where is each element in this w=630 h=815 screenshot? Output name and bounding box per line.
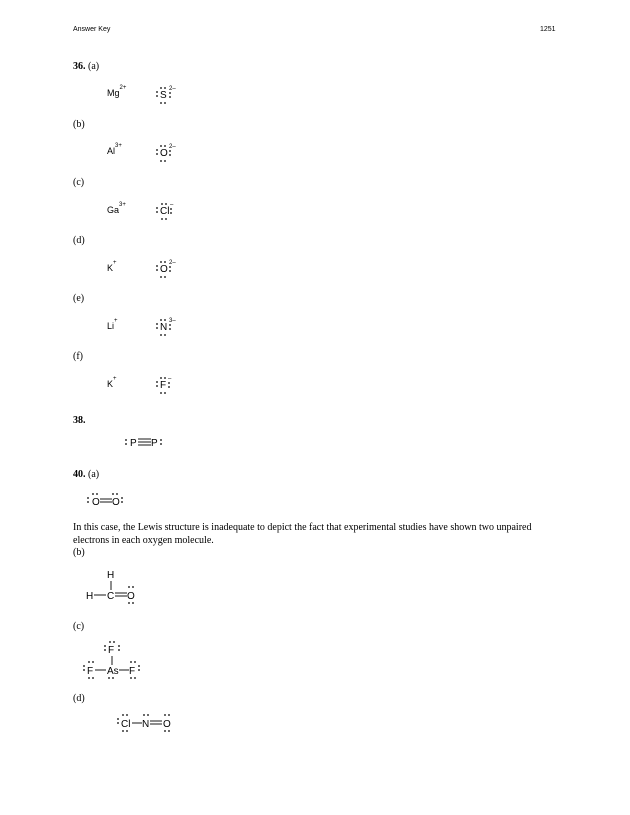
part-letter: (f) [73, 351, 83, 362]
svg-text:O: O [92, 497, 100, 508]
cation-label: K+ [107, 260, 117, 273]
svg-text:C: C [107, 591, 115, 602]
part-letter: (a) [88, 469, 100, 480]
cation-label: Li+ [107, 318, 118, 331]
svg-text:As: As [107, 666, 119, 677]
svg-text:O: O [160, 264, 168, 275]
svg-text:H: H [86, 591, 94, 602]
question-number: 40. [73, 469, 86, 480]
explanation-paragraph: In this case, the Lewis structure is inadequate to depict the fact that experimental studies have shown two unpaired electrons in each oxygen molecule. [73, 522, 532, 546]
svg-text:F: F [129, 666, 136, 677]
svg-text:F: F [160, 380, 167, 391]
svg-text:O: O [127, 591, 135, 602]
svg-text:–: – [170, 202, 174, 208]
page-number: 1251 [540, 26, 556, 33]
svg-text:2–: 2– [169, 260, 176, 266]
svg-text:N: N [160, 322, 168, 333]
part-letter: (c) [73, 177, 85, 188]
svg-text:F: F [87, 666, 94, 677]
svg-text:3–: 3– [169, 318, 176, 324]
svg-text:–: – [168, 376, 172, 382]
svg-text:O: O [160, 148, 168, 159]
cation-label: $Ga^{3+}$ [107, 202, 126, 215]
svg-text:S: S [160, 90, 167, 101]
question-number: 38. [73, 415, 86, 426]
svg-text:O: O [112, 497, 120, 508]
svg-text:N: N [142, 719, 150, 730]
running-header-title: Answer Key [73, 26, 111, 33]
part-letter: (d) [73, 693, 85, 704]
part-letter: (b) [73, 547, 85, 558]
clno-lewis-structure [117, 714, 171, 732]
part-letter: (d) [73, 235, 85, 246]
cation-label: $Al^{3+}$ [107, 143, 122, 156]
svg-text:H: H [107, 570, 115, 581]
cation-label: K+ [107, 376, 117, 389]
svg-text:Cl: Cl [121, 719, 131, 730]
cation-label: $Mg^{2+}$ [107, 85, 127, 98]
part-letter: (b) [73, 119, 85, 130]
part-letter: (e) [73, 293, 85, 304]
svg-text:2–: 2– [169, 144, 176, 150]
svg-text:P: P [151, 438, 158, 449]
part-letter: (c) [73, 621, 85, 632]
svg-text:O: O [163, 719, 171, 730]
question-number: 36. [73, 61, 86, 72]
svg-text:P: P [130, 438, 137, 449]
part-letter: (a) [88, 61, 100, 72]
svg-text:Cl: Cl [160, 206, 170, 217]
svg-text:2–: 2– [169, 86, 176, 92]
svg-text:F: F [108, 645, 115, 656]
